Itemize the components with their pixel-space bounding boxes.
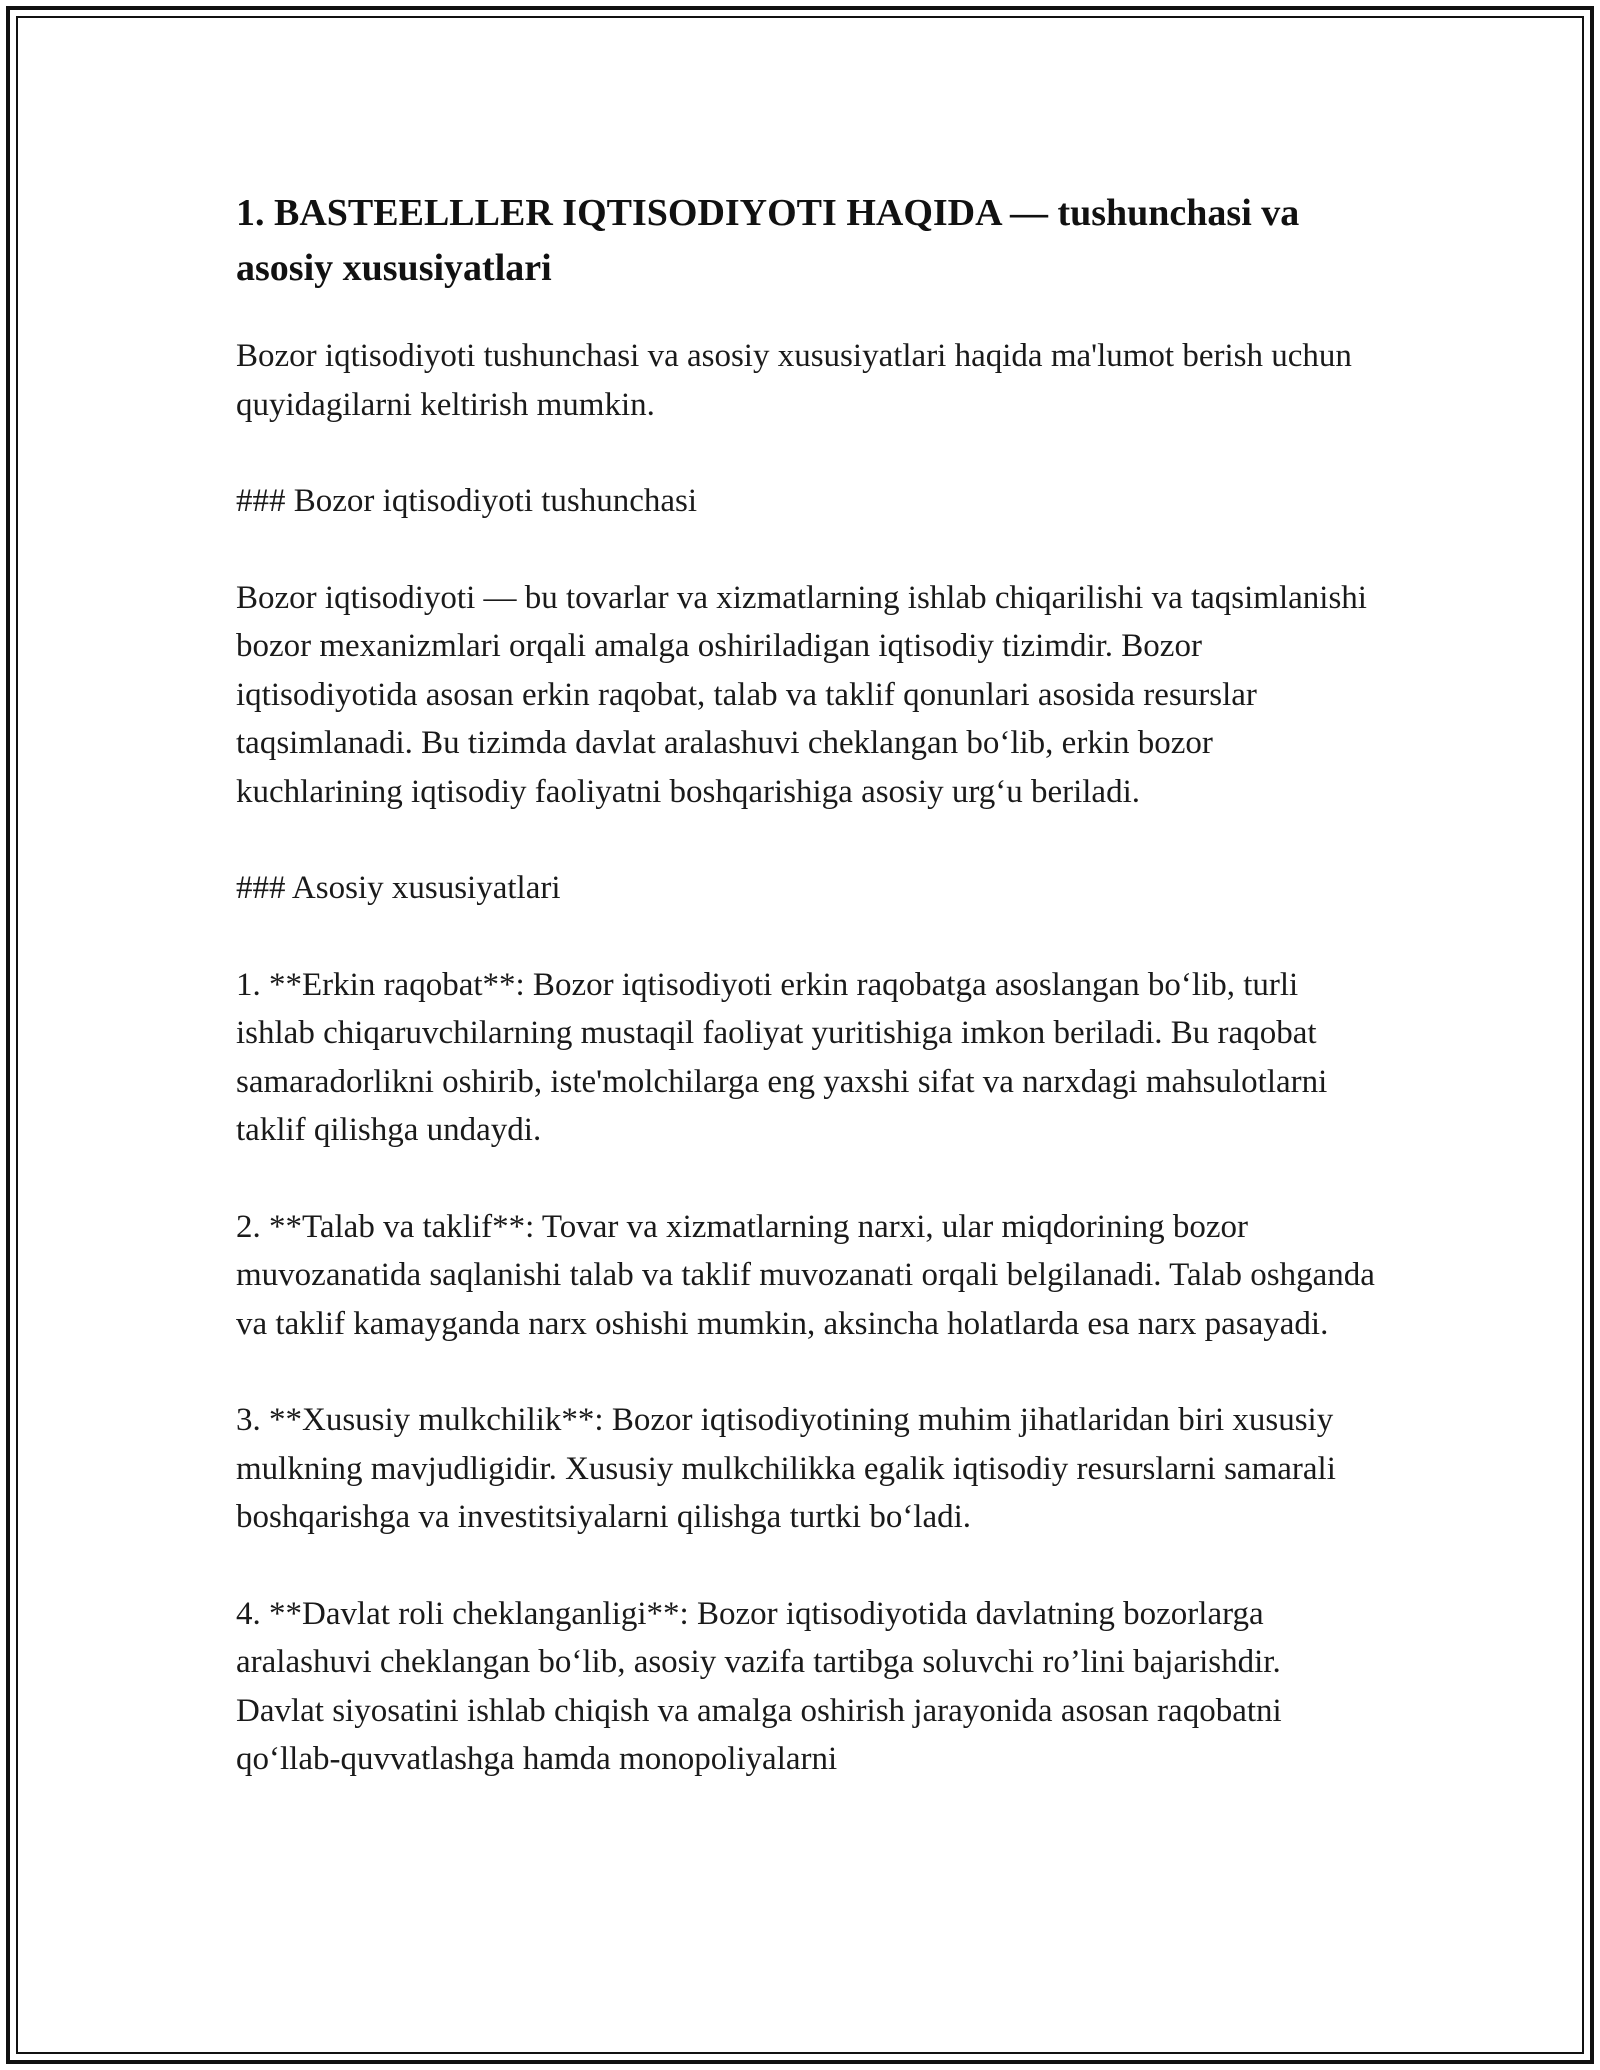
feature-item-state-role: 4. **Davlat roli cheklanganligi**: Bozor iqtisodiyotida davlatning bozorlarga aralashuvi cheklangan bo‘lib, asosiy vazifa tartibga soluvchi ro’lini bajarishdir. Davlat siyosatini ishlab chiqish va amalga oshirish jarayonida asosan raqobatni qo‘llab-quvvatlashga hamda monopoliyalarni: [236, 1595, 1282, 1777]
document-body: [236, 186, 1376, 1832]
intro-paragraph: Bozor iqtisodiyoti tushunchasi va asosiy xususiyatlari haqida ma'lumot berish uchun quyidagilarni keltirish mumkin.: [236, 338, 1352, 423]
document-title: 1. BASTEELLLER IQTISODIYOTI HAQIDA — tushunchasi va asosiy xususiyatlari: [236, 192, 1300, 289]
feature-item-supply-demand: 2. **Talab va taklif**: Tovar va xizmatlarning narxi, ular miqdorining bozor muvozanatida saqlanishi talab va taklif muvozanati orqali belgilanadi. Talab oshganda va taklif kamayganda narx oshishi mumkin, aksincha holatlarda esa narx pasayadi.: [236, 1208, 1375, 1342]
concept-paragraph: Bozor iqtisodiyoti — bu tovarlar va xizmatlarning ishlab chiqarilishi va taqsimlanishi bozor mexanizmlari orqali amalga oshiriladigan iqtisodiy tizimdir. Bozor iqtisodiyotida asosan erkin raqobat, talab va taklif qonunlari asosida resurslar taqsimlanadi. Bu tizimda davlat aralashuvi cheklangan bo‘lib, erkin bozor kuchlarining iqtisodiy faoliyatni boshqarishiga asosiy urg‘u beriladi.: [236, 579, 1367, 810]
feature-item-free-competition: 1. **Erkin raqobat**: Bozor iqtisodiyoti erkin raqobatga asoslangan bo‘lib, turli ishlab chiqaruvchilarning mustaqil faoliyat yuritishiga imkon beriladi. Bu raqobat samaradorlikni oshirib, iste'molchilarga eng yaxshi sifat va narxdagi mahsulotlarni taklif qilishga undaydi.: [236, 966, 1328, 1148]
section-heading-features: ### Asosiy xususiyatlari: [236, 870, 561, 906]
section-heading-concept: ### Bozor iqtisodiyoti tushunchasi: [236, 483, 698, 519]
feature-item-private-property: 3. **Xususiy mulkchilik**: Bozor iqtisodiyotining muhim jihatlaridan biri xususiy mulkning mavjudligidir. Xususiy mulkchilikka egalik iqtisodiy resurslarni samarali boshqarishga va investitsiyalarni qilishga turtki bo‘ladi.: [236, 1402, 1336, 1535]
